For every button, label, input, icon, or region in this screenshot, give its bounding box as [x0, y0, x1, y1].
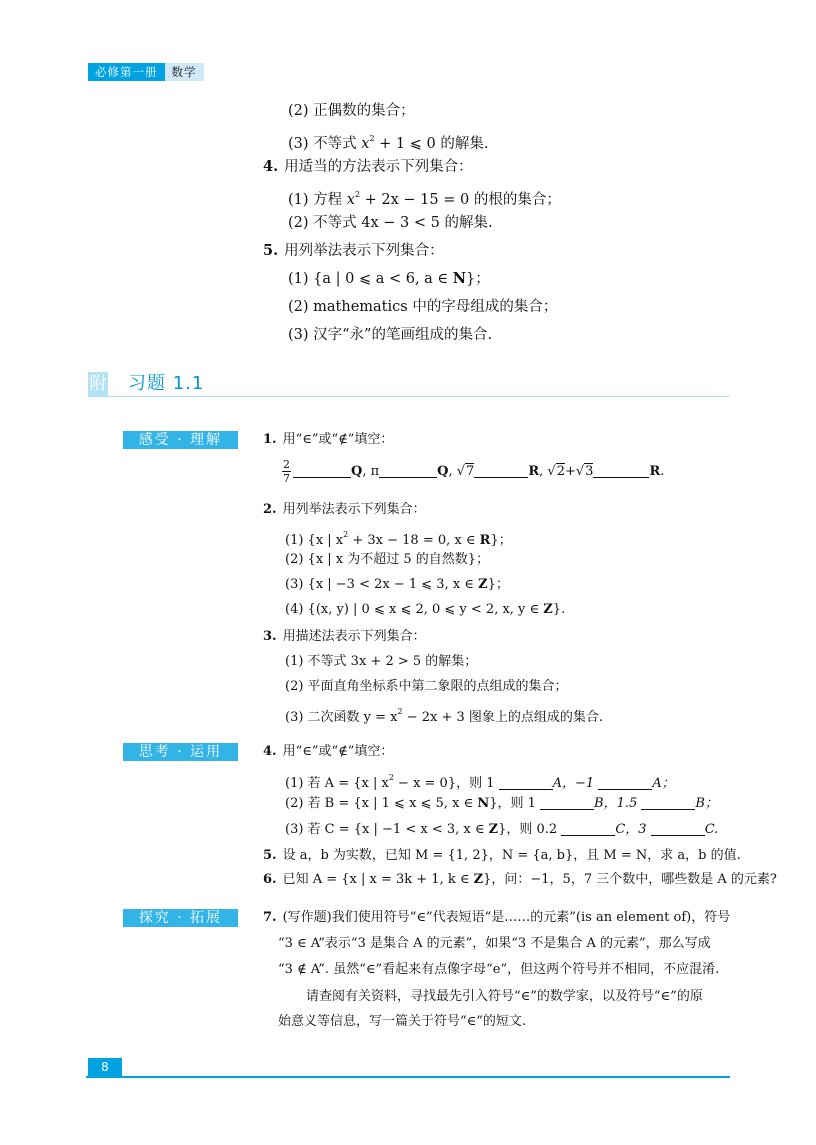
exercise-text: 用描述法表示下列集合：	[282, 629, 426, 644]
answer-blank[interactable]	[651, 821, 705, 836]
exercise-4b-2	[285, 795, 718, 813]
text: − 2x + 3 图象上的点组成的集合.	[402, 710, 604, 725]
text: C.	[704, 822, 719, 837]
set-symbol: Z	[543, 602, 553, 617]
exercise-text: 用列举法表示下列集合：	[284, 243, 444, 259]
exercise-3-3-b	[285, 703, 603, 727]
exercise-5-b	[263, 847, 741, 865]
answer-blank[interactable]	[379, 463, 437, 478]
text: − x = 0}，则 1	[393, 776, 499, 791]
set-symbol: R	[528, 464, 540, 479]
math-var: x	[346, 192, 355, 208]
text: + 2x − 15 = 0 的根的集合；	[360, 192, 561, 208]
exponent: 2	[369, 134, 375, 143]
exercise-4-2: (2) 不等式 4x − 3 < 5 的解集.	[288, 215, 493, 231]
radicand: 3	[585, 464, 594, 479]
exercise-number: 5.	[263, 242, 279, 259]
numerator: 2	[283, 458, 290, 471]
exercise-7-line-2: “3 ∈ A”表示“3 是集合 A 的元素”，如果“3 不是集合 A 的元素”，那么写成	[278, 936, 711, 951]
exercise-7	[263, 909, 730, 927]
exercise-5	[263, 241, 444, 261]
answer-blank[interactable]	[593, 463, 649, 478]
exponent: 2	[343, 530, 349, 539]
page-number: 8	[88, 1058, 122, 1076]
exercise-5-1	[288, 269, 490, 289]
exercise-5-2: (2) mathematics 中的字母组成的集合；	[288, 299, 558, 315]
answer-blank[interactable]	[499, 775, 553, 790]
text: }.	[552, 602, 566, 617]
text: A，−1	[552, 776, 599, 791]
text: }，问：−1，5，7 三个数中，哪些数是 A 的元素?	[483, 872, 777, 887]
exercise-3-1: (1) 不等式 3x + 2 > 5 的解集；	[285, 654, 478, 669]
exercise-4-b	[263, 743, 393, 761]
exercise-text: 设 a，b 为实数，已知 M = {1, 2}，N = {a, b}，且 M = N，求 a，b 的值.	[282, 848, 741, 863]
set-symbol: Z	[473, 872, 484, 887]
exercise-3	[263, 628, 426, 646]
radicand: 7	[466, 464, 475, 479]
set-symbol: N	[452, 270, 467, 287]
exercise-4b-1	[285, 769, 675, 793]
exercise-text: 用“∈”或“∉”填空：	[282, 744, 394, 759]
exercise-number: 5.	[263, 848, 277, 863]
text: }；	[466, 271, 490, 287]
text: (3) {x | −3 < 2x − 1 ⩽ 3, x ∈	[285, 577, 479, 592]
exercise-7-line-5: 始意义等信息，写一篇关于符号“∈”的短文.	[278, 1014, 527, 1029]
text: C，3	[615, 822, 651, 837]
exercise-3-2: (2) 正偶数的集合；	[288, 103, 415, 119]
exercise-4b-3	[285, 821, 718, 839]
text: }；	[490, 533, 512, 548]
exponent: 2	[354, 190, 361, 199]
text: }；	[487, 577, 509, 592]
category-understand: 感受 · 理解	[123, 431, 238, 449]
exercise-7-line-4: 请查阅有关资料，寻找最先引入符号“∈”的数学家，以及符号“∈”的原	[306, 989, 703, 1004]
denominator: 7	[283, 472, 290, 485]
volume-label: 必修第一册	[88, 63, 165, 81]
answer-blank[interactable]	[540, 795, 594, 810]
text: (1) {x | x	[285, 533, 344, 548]
exercise-7-line-3: “3 ∉ A”. 虽然“∈”看起来有点像字母“e”，但这两个符号并不相同，不应混淆.	[278, 962, 720, 977]
text: }，则 0.2	[498, 822, 562, 837]
exercise-number: 3.	[263, 629, 277, 644]
math-symbol: π	[370, 464, 380, 479]
text: }，则 1	[489, 796, 541, 811]
set-symbol: N	[477, 796, 490, 811]
radicand: 2	[556, 464, 565, 479]
fraction	[282, 458, 291, 485]
text: (3) 二次函数 y = x	[285, 710, 398, 725]
set-symbol: R	[649, 464, 661, 479]
exercise-text: 用“∈”或“∉”填空：	[282, 432, 394, 447]
text: 已知 A = {x | x = 3k + 1, k ∈	[282, 872, 474, 887]
answer-blank[interactable]	[598, 775, 652, 790]
exercise-text: 用适当的方法表示下列集合：	[284, 159, 473, 175]
text: B；	[695, 796, 718, 811]
text: (3) 不等式	[288, 136, 362, 152]
text: B，1.5	[594, 796, 642, 811]
section-title: 习题 1.1	[128, 373, 205, 394]
exercise-4	[263, 157, 473, 177]
exercise-6	[263, 871, 777, 889]
answer-blank[interactable]	[641, 795, 695, 810]
exponent: 2	[397, 707, 403, 716]
subject-label: 数学	[165, 63, 204, 81]
exercise-number: 4.	[263, 158, 279, 175]
text: (3) 若 C = {x | −1 < x < 3, x ∈	[285, 822, 489, 837]
section-heading	[88, 372, 730, 397]
exercise-number: 7.	[263, 910, 277, 925]
exercise-2-3	[285, 576, 509, 594]
footer-rule	[86, 1076, 730, 1078]
text: (1) 若 A = {x | x	[285, 776, 389, 791]
running-header	[88, 63, 204, 81]
appendix-badge: 附	[89, 374, 107, 394]
answer-blank[interactable]	[561, 821, 615, 836]
text: (1) 方程	[288, 192, 347, 208]
exponent: 2	[388, 773, 394, 782]
exercise-2-1	[285, 526, 512, 550]
set-symbol: Z	[488, 822, 499, 837]
exercise-number: 4.	[263, 744, 277, 759]
exercise-5-3: (3) 汉字“永”的笔画组成的集合.	[288, 327, 493, 343]
set-symbol: Q	[437, 464, 449, 479]
set-symbol: Q	[351, 464, 363, 479]
exercise-2	[263, 501, 426, 519]
text: + 1 ⩽ 0 的解集.	[374, 136, 489, 152]
category-explore: 探究 · 拓展	[123, 909, 238, 927]
exercise-number: 2.	[263, 502, 277, 517]
exercise-3-2-b: (2) 平面直角坐标系中第二象限的点组成的集合；	[285, 679, 568, 694]
exercise-number: 1.	[263, 432, 277, 447]
exercise-text: 用列举法表示下列集合：	[282, 502, 426, 517]
answer-blank[interactable]	[293, 463, 351, 478]
exercise-3-3	[288, 129, 488, 154]
exercise-2-2: (2) {x | x 为不超过 5 的自然数}；	[285, 552, 490, 567]
exercise-4-1	[288, 185, 561, 210]
exercise-1	[263, 431, 393, 449]
text: A；	[652, 776, 675, 791]
text: (1) {a | 0 ⩽ a < 6, a ∈	[288, 271, 453, 287]
exercise-1-blanks: $\frac{2}{7}$ Q, π Q, √7 R, √2+√3 R.	[283, 458, 665, 485]
exercise-number: 6.	[263, 872, 277, 887]
set-symbol: R	[479, 533, 491, 548]
text: (4) {(x, y) | 0 ⩽ x ⩽ 2, 0 ⩽ y < 2, x, y ∈	[285, 602, 544, 617]
category-apply: 思考 · 运用	[123, 743, 238, 761]
text: (2) 若 B = {x | 1 ⩽ x ⩽ 5, x ∈	[285, 796, 478, 811]
math-var: x	[361, 136, 370, 152]
set-symbol: Z	[478, 577, 488, 592]
exercise-text: (写作题)我们使用符号“∈”代表短语“是……的元素”(is an element of)，符号	[282, 910, 731, 925]
answer-blank[interactable]	[474, 463, 528, 478]
exercise-2-4	[285, 601, 565, 619]
text: + 3x − 18 = 0, x ∈	[348, 533, 480, 548]
